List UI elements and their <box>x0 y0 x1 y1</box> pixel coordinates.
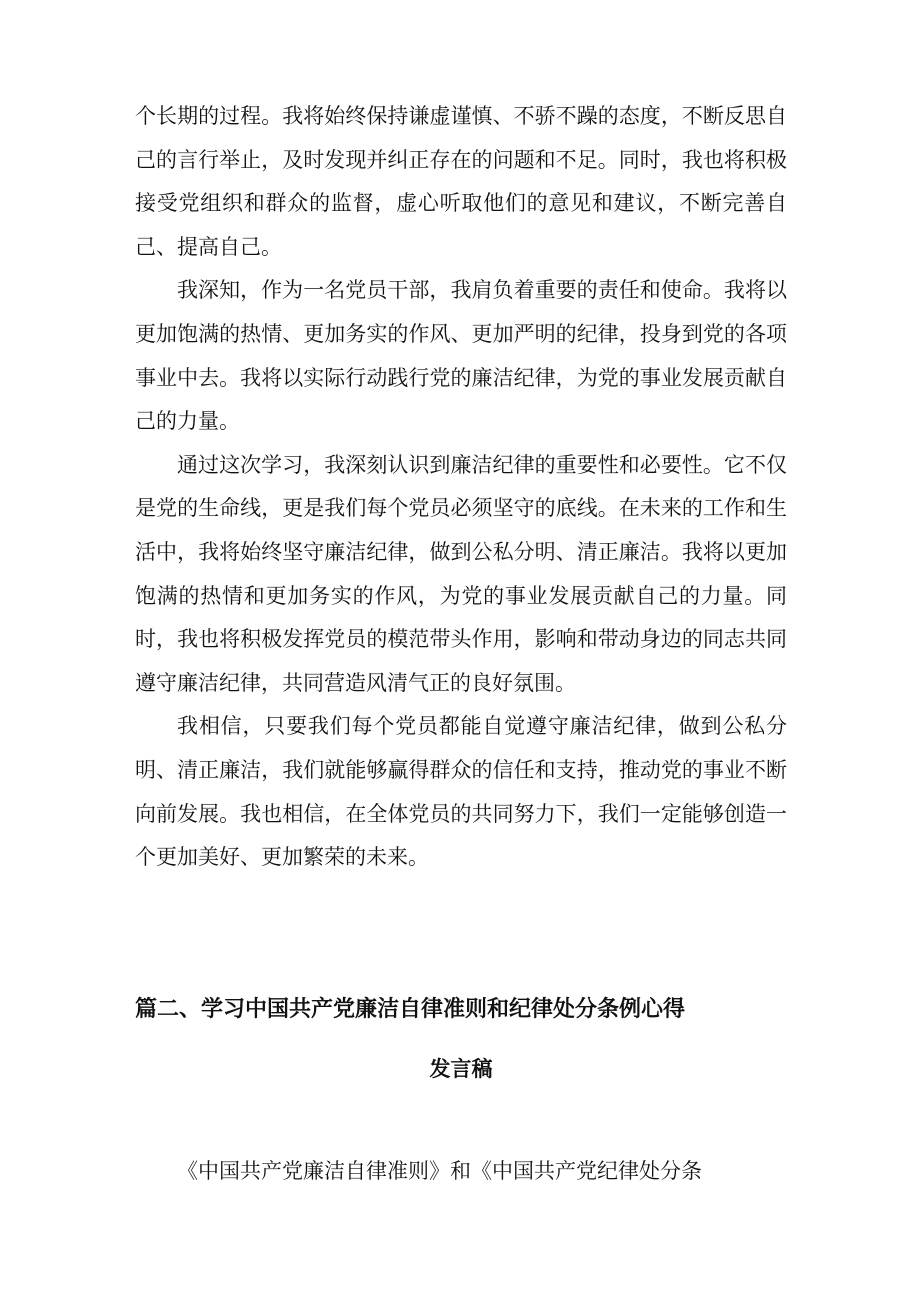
paragraph-continued: 个长期的过程。我将始终保持谦虚谨慎、不骄不躁的态度，不断反思自己的言行举止，及时发现并纠正存在的问题和不足。同时，我也将积极接受党组织和群众的监督，虚心听取他们的意见和建议，不断完善自己、提高自己。 <box>135 104 787 259</box>
section-heading-continued: 发言稿 <box>429 1057 493 1081</box>
paragraph: 我相信，只要我们每个党员都能自觉遵守廉洁纪律，做到公私分明、清正廉洁，我们就能够赢得群众的信任和支持，推动党的事业不断向前发展。我也相信，在全体党员的共同努力下，我们一定能够创造一个更加美好、更加繁荣的未来。 <box>135 714 787 870</box>
next-section-body <box>135 1150 787 1194</box>
paragraph: 通过这次学习，我深刻认识到廉洁纪律的重要性和必要性。它不仅是党的生命线，更是我们每个党员必须坚守的底线。在未来的工作和生活中，我将始终坚守廉洁纪律，做到公私分明、清正廉洁。我将以更加饱满的热情和更加务实的作风，为党的事业发展贡献自己的力量。同时，我也将积极发挥党员的模范带头作用，影响和带动身边的同志共同遵守廉洁纪律，共同营造风清气正的良好氛围。 <box>135 452 787 695</box>
paragraph: 我深知，作为一名党员干部，我肩负着重要的责任和使命。我将以更加饱满的热情、更加务实的作风、更加严明的纪律，投身到党的各项事业中去。我将以实际行动践行党的廉洁纪律，为党的事业发展贡献自己的力量。 <box>135 278 787 434</box>
paragraph: 《中国共产党廉洁自律准则》和《中国共产党纪律处分条 <box>177 1159 702 1183</box>
document-body <box>135 95 787 880</box>
section-heading: 篇二、学习中国共产党廉洁自律准则和纪律处分条例心得 <box>135 997 686 1022</box>
